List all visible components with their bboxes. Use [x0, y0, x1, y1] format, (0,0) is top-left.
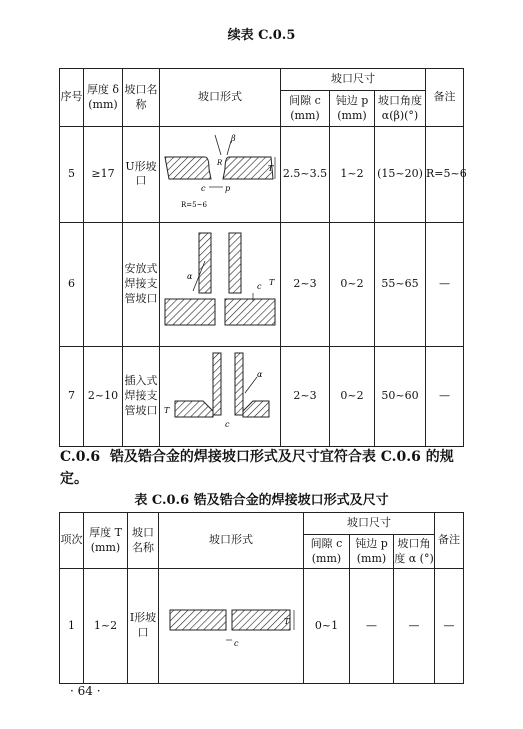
header-gap: 间隙 c (mm): [281, 91, 330, 127]
i-groove-diagram: [160, 574, 303, 674]
thickness-label: T: [267, 164, 273, 173]
clause-text: 锆及锆合金的焊接坡口形式及尺寸宜符合表 C.0.6 的规定。: [60, 449, 454, 487]
gap-label: c: [233, 638, 238, 648]
gap-label: c: [256, 281, 261, 291]
table-row: [60, 222, 464, 346]
cell-remark: R=5~6: [426, 127, 464, 223]
thickness-label: T: [268, 277, 274, 287]
cell-root-face: 1~2: [330, 127, 375, 223]
set-in-branch-diagram: [161, 347, 280, 441]
u-groove-diagram: [161, 127, 280, 217]
cell-no: 5: [60, 127, 84, 223]
cell-groove-name: 安放式焊接支管坡口: [123, 222, 160, 346]
clause-number: C.0.6: [60, 449, 101, 465]
cell-angle: —: [394, 569, 435, 684]
table1-caption: 续表 C.0.5: [227, 28, 296, 43]
cell-no: 6: [60, 222, 84, 346]
gap-label: c: [200, 184, 205, 193]
cell-gap: 2.5~3.5: [281, 127, 330, 223]
cell-angle: (15~20): [375, 127, 426, 223]
cell-thickness: [84, 222, 123, 346]
header-no: 项次: [60, 513, 84, 569]
header-root-face: 钝边 p (mm): [350, 535, 394, 569]
table-row: [60, 127, 464, 223]
cell-thickness: 2~10: [84, 346, 123, 446]
table2-caption: 表 C.0.6 锆及锆合金的焊接坡口形式及尺寸: [134, 493, 389, 508]
header-thickness: 厚度 δ (mm): [84, 69, 123, 127]
root-face-label: p: [224, 184, 230, 193]
zirconium-groove-table: [59, 512, 464, 684]
header-groove-name: 坡口名称: [123, 69, 160, 127]
header-root-face: 钝边 p (mm): [330, 91, 375, 127]
groove-figure-set-in: [160, 346, 281, 446]
cell-angle: 55~65: [375, 222, 426, 346]
header-thickness: 厚度 T (mm): [84, 513, 128, 569]
header-angle: 坡口角度 α (°): [394, 535, 435, 569]
cell-root-face: 0~2: [330, 346, 375, 446]
radius-label: R: [216, 159, 222, 167]
cell-gap: 2~3: [281, 222, 330, 346]
groove-figure-set-on: [160, 222, 281, 346]
cell-gap: 0~1: [304, 569, 350, 684]
cell-groove-name: I形坡口: [128, 569, 159, 684]
beta-label: β: [230, 134, 236, 143]
cell-root-face: —: [350, 569, 394, 684]
cell-no: 7: [60, 346, 84, 446]
clause-paragraph: [60, 446, 470, 490]
groove-table-continued: [59, 68, 467, 447]
cell-thickness: 1~2: [84, 569, 128, 684]
header-gap: 间隙 c (mm): [304, 535, 350, 569]
thickness-label: T: [163, 405, 169, 415]
cell-remark: —: [435, 569, 464, 684]
alpha-label: α: [186, 271, 192, 281]
header-groove-size: 坡口尺寸: [304, 513, 435, 535]
table-row: [60, 569, 464, 684]
header-groove-form: 坡口形式: [160, 69, 281, 127]
header-groove-form: 坡口形式: [159, 513, 304, 569]
cell-root-face: 0~2: [330, 222, 375, 346]
header-no: 序号: [60, 69, 84, 127]
radius-note: R=5~6: [180, 201, 207, 209]
cell-thickness: ≥17: [84, 127, 123, 223]
header-remark: 备注: [426, 69, 464, 127]
table-row: [60, 346, 464, 446]
cell-groove-name: U形坡口: [123, 127, 160, 223]
cell-remark: —: [426, 346, 464, 446]
gap-label: c: [224, 419, 229, 429]
alpha-label: α: [256, 369, 262, 379]
header-groove-name: 坡口名称: [128, 513, 159, 569]
thickness-label: T: [283, 616, 289, 626]
cell-remark: —: [426, 222, 464, 346]
set-on-branch-diagram: [161, 223, 280, 341]
header-remark: 备注: [435, 513, 464, 569]
cell-gap: 2~3: [281, 346, 330, 446]
page-number: · 64 ·: [70, 684, 101, 698]
header-groove-size: 坡口尺寸: [281, 69, 426, 91]
cell-angle: 50~60: [375, 346, 426, 446]
groove-figure-u: [160, 127, 281, 223]
cell-groove-name: 插入式焊接支管坡口: [123, 346, 160, 446]
header-angle: 坡口角度 α(β)(°): [375, 91, 426, 127]
cell-no: 1: [60, 569, 84, 684]
groove-figure-i: [159, 569, 304, 684]
